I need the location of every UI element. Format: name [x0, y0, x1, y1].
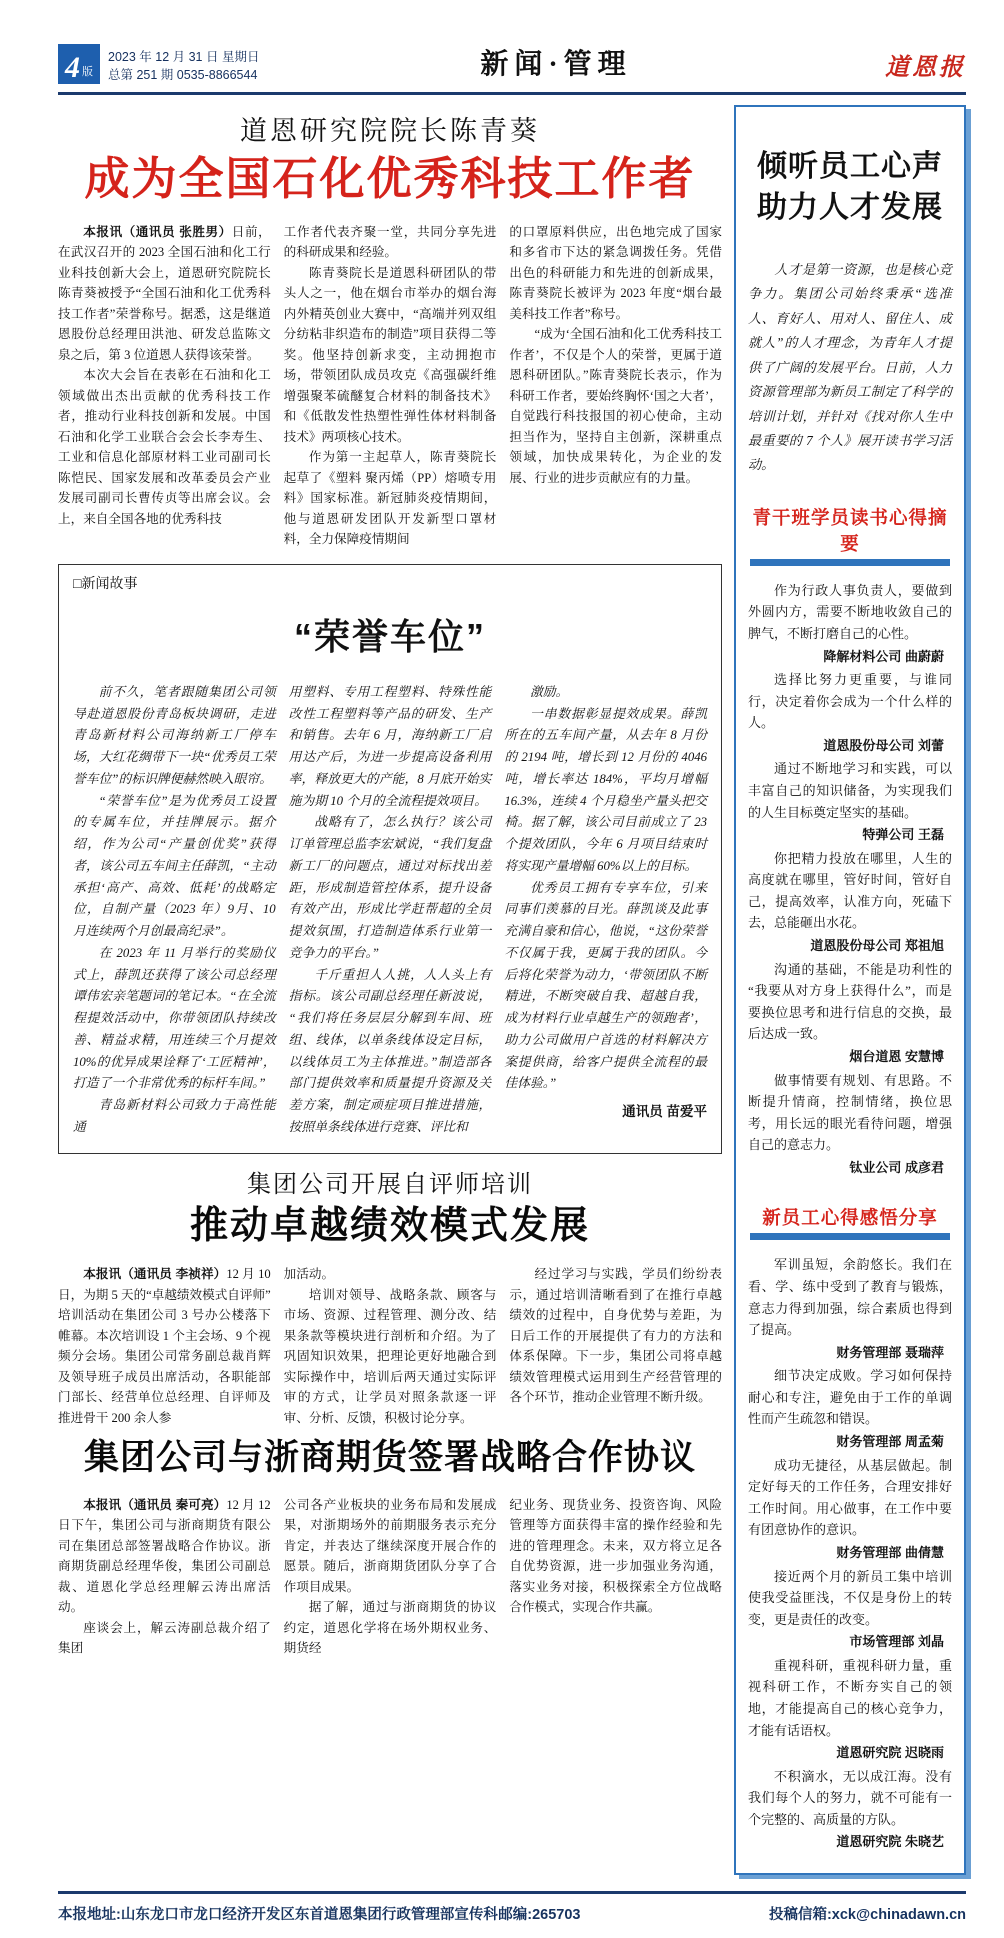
quote-attribution: 烟台道恩 安慧博 — [849, 1048, 944, 1064]
quote-entry — [748, 848, 952, 957]
paragraph: 前不久，笔者跟随集团公司领导赴道恩股份青岛板块调研，走进青岛新材料公司海纳新工厂停车场，大红花绸带下一块“优秀员工荣誉车位”的标识牌便赫然映入眼帘。 — [73, 684, 276, 786]
quote-entry — [748, 959, 952, 1068]
quote-entry — [748, 758, 952, 845]
paragraph: 经过学习与实践，学员们纷纷表示，通过培训清晰看到了在推行卓越绩效的过程中，自身优势与差距，为日后工作的开展提供了有力的方法和体系保障。下一步，集团公司将卓越绩效管理模式运用到生产经营管理的各个环节，推动企业管理不断升级。 — [509, 1267, 723, 1405]
paragraph: “成为‘全国石油和化工优秀科技工作者’，不仅是个人的荣誉，更属于道恩科研团队。”陈青葵院长表示，作为科研工作者，要始终胸怀‘国之大者’，自觉践行科技报国的初心使命，主动担当作为，坚持自主创新，深耕重点领域，加快成果转化，为企业的发展、行业的进步贡献应有的力量。 — [509, 327, 723, 485]
quote-entry — [748, 1655, 952, 1764]
quote-text: 做事情要有规划、有思路。不断提升情商，控制情绪，换位思考，用长远的眼光看待问题，增强自己的意志力。 — [748, 1072, 952, 1153]
article-agreement — [58, 1438, 722, 1658]
story-title: “荣誉车位” — [293, 615, 486, 657]
main-content — [58, 105, 722, 1659]
quote-entry — [748, 1766, 952, 1853]
paragraph: 据了解，通过与浙商期货的协议约定，道恩化学将在场外期权业务、期货经 — [283, 1600, 497, 1656]
paragraph: 战略有了，怎么执行？该公司订单管理总监李宏斌说，“我们复盘新工厂的问题点，通过对标找出差距，形成制造管控体系，提升设备有效产出，形成比学赶帮超的全员提效氛围，打造制造体系行业第一竞争力的平台。” — [288, 815, 492, 960]
article2-column-3 — [509, 1264, 722, 1428]
article3-column-3 — [509, 1495, 722, 1659]
quote-text: 成功无捷径，从基层做起。制定好每天的工作任务，合理安排好工作时间。用心做事，在工作中要有团意协作的意识。 — [748, 1457, 952, 1538]
quote-entry — [748, 669, 952, 756]
article1-column-3 — [509, 222, 722, 550]
article3-col1-paragraphs — [58, 1618, 271, 1659]
story-label: □新闻故事 — [73, 574, 138, 591]
paragraph: 公司各产业板块的业务布局和发展成果，对浙期场外的前期服务表示充分肯定，并表达了继续深度开展合作的愿景。随后，浙商期货团队分享了合作项目成果。 — [283, 1497, 497, 1594]
article3-headline: 集团公司与浙商期货签署战略合作协议 — [83, 1438, 696, 1478]
page-section-name: 新闻·管理 — [480, 49, 632, 80]
quote-attribution: 道恩研究院 迟晓雨 — [836, 1745, 944, 1761]
quote-entry — [748, 1566, 952, 1653]
quote-attribution: 财务管理部 周孟菊 — [836, 1434, 944, 1450]
paragraph: 千斤重担人人挑，人人头上有指标。该公司副总经理任新波说，“我们将任务层层分解到车间、班组、线体，以单条线体设定目标，以线体员工为主体推进。”制造部各部门提供效率和质量提升资源及关差方案，制定顽症项目推进措施，按照单条线体进行竞赛、评比和 — [288, 967, 492, 1134]
quote-entry — [748, 1070, 952, 1179]
quote-attribution: 道恩股份母公司 刘蕾 — [823, 737, 944, 753]
footer-postcode: 邮编:265703 — [498, 1907, 581, 1924]
article1-column-1 — [58, 222, 271, 550]
quote-attribution: 特弹公司 王磊 — [862, 827, 944, 843]
story-column-3 — [504, 682, 707, 1139]
date-issue-block — [108, 48, 259, 84]
quote-text: 沟通的基础，不能是功利性的“我要从对方身上获得什么”，而是要换位思考和进行信息的交换，最后达成一致。 — [748, 961, 952, 1042]
article1-lead-rest: 日前，在武汉召开的 2023 全国石油和化工行业科技创新大会上，道恩研究院院长陈青葵被授予“全国石油和化工优秀科技工作者”荣誉称号。据悉，这是继道恩股份总经理田洪池、研发总监陈文泉之后，第 3 位道恩人获得该荣誉。 — [58, 224, 271, 362]
paragraph: 陈青葵院长是道恩科研团队的带头人之一，他在烟台市举办的烟台海内外精英创业大赛中，“高端并列双组分纺粘非织造布的制造”项目获得二等奖。他坚持创新求变，主动拥抱市场，带领团队成员攻克《高强碳纤维增强聚苯硫醚复合材料的制备技术》和《低散发性热塑性弹性体材料制备技术》两项核心技术。 — [283, 265, 497, 444]
quote-attribution: 财务管理部 曲倩慧 — [836, 1544, 944, 1560]
footer-address: 本报地址:山东龙口市龙口经济开发区东首道恩集团行政管理部宣传科 — [58, 1907, 498, 1924]
paragraph: 工作者代表齐聚一堂，共同分享先进的科研成果和经验。 — [283, 224, 497, 260]
quote-text: 细节决定成败。学习如何保持耐心和专注，避免由于工作的单调性而产生疏忽和错误。 — [748, 1368, 952, 1427]
paragraph: 用塑料、专用工程塑料、特殊性能改性工程塑料等产品的研发、生产和销售。去年 6 月，海纳新工厂启用达产后，为进一步提高设备利用率，释放更大的产能，8 月底开始实施为期 10 个月的全流程提效项目。 — [288, 684, 492, 808]
article1-column-2 — [284, 222, 497, 550]
quote-text: 选择比努力更重要，与谁同行，决定着你会成为一个什么样的人。 — [748, 672, 952, 731]
quote-text: 军训虽短，余韵悠长。我们在看、学、练中受到了教育与锻炼，意志力得到加强，综合素质也得到了提高。 — [748, 1257, 952, 1338]
quote-text: 作为行政人事负责人，要做到外圆内方，需要不断地收敛自己的脾气，不断打磨自己的心性。 — [748, 582, 952, 641]
paragraph: 优秀员工拥有专享车位，引来同事们羡慕的目光。薛凯谈及此事充满自豪和信心，他说，“这份荣誉不仅属于我，更属于我的团队。今后将化荣誉为动力，‘带领团队不断精进，不断突破自我、超越自我，成为材料行业卓越生产的领跑者’，助力公司做用户首选的材料解决方案提供商，给客户提供全流程的最佳体验。” — [504, 880, 708, 1091]
quote-attribution: 降解材料公司 曲蔚蔚 — [823, 648, 944, 664]
paragraph: 激励。 — [529, 684, 569, 699]
quote-attribution: 道恩研究院 朱晓艺 — [836, 1834, 944, 1850]
quote-entry — [748, 1254, 952, 1363]
quote-text: 不积滴水，无以成江海。没有我们每个人的努力，就不可能有一个完整的、高质量的方队。 — [748, 1768, 952, 1827]
article3-lead-rest: 12 月 12 日下午，集团公司与浙商期货有限公司在集团总部签署战略合作协议。浙商期货副总经理华俊，集团公司副总裁、道恩化学总经理解云涛出席活动。 — [58, 1497, 271, 1615]
paragraph: 纪业务、现货业务、投资咨询、风险管理等方面获得丰富的操作经验和先进的管理理念。未来，双方将立足各自优势资源，进一步加强业务沟通，落实业务对接，积极探索全方位战略合作模式，实现合作共赢。 — [509, 1497, 723, 1615]
quote-text: 重视科研，重视科研力量，重视科研工作，不断夯实自己的领地，才能提高自己的核心竞争力，才能有话语权。 — [748, 1657, 952, 1738]
sidebar-intro — [748, 258, 952, 478]
article2-column-1 — [58, 1264, 271, 1428]
sidebar-section2-header: 新员工心得感悟分享 — [750, 1204, 950, 1240]
masthead-logo: 道恩报 — [885, 55, 966, 81]
quote-attribution: 道恩股份母公司 郑祖旭 — [810, 938, 944, 954]
quote-entry — [748, 1365, 952, 1452]
article-top-award — [58, 109, 722, 550]
edition-block — [58, 44, 326, 84]
sidebar-section2-entries — [748, 1254, 952, 1853]
header-rule — [58, 92, 966, 95]
article-training — [58, 1164, 722, 1429]
story-column-1 — [73, 682, 276, 1139]
story-byline: 通讯员 苗爱平 — [622, 1104, 708, 1119]
paragraph: “荣誉车位”是为优秀员工设置的专属车位，并挂牌展示。据介绍，作为公司“产量创优奖”获得者，该公司五车间主任薛凯，“主动承担‘高产、高效、低耗’的战略定位，自制产量（2023 年）9月、10 月连续两个月创最高纪录”。 — [73, 793, 276, 938]
paragraph: 青岛新材料公司致力于高性能通 — [73, 1098, 276, 1134]
sidebar-voices — [734, 105, 966, 1875]
quote-attribution: 钛业公司 成彦君 — [849, 1159, 944, 1175]
article3-lead-in: 本报讯（通讯员 秦可亮） — [83, 1497, 227, 1512]
article1-kicker: 道恩研究院院长陈青葵 — [240, 116, 540, 146]
story-col3-paragraphs — [504, 682, 707, 1095]
article3-column-1 — [58, 1495, 271, 1659]
article2-column-2 — [284, 1264, 497, 1428]
quote-entry — [748, 580, 952, 667]
article1-headline: 成为全国石化优秀科技工作者 — [84, 153, 696, 204]
article1-col1-paragraphs — [58, 365, 271, 529]
quote-text: 你把精力投放在哪里，人生的高度就在哪里，管好时间，管好自己，提高效率，认准方向，死磕下去，总能砸出水花。 — [748, 850, 952, 931]
article2-lead-paragraph — [58, 1264, 271, 1428]
page-footer — [58, 1894, 966, 1924]
article3-column-2 — [284, 1495, 497, 1659]
article2-lead-in: 本报讯（通讯员 李祯祥） — [83, 1267, 227, 1282]
edition-number: 4 — [65, 50, 80, 84]
paragraph: 在 2023 年 11 月举行的奖励仪式上，薛凯还获得了该公司总经理谭伟宏亲笔题词的笔记本。“在全流程提效活动中，你带领团队持续改善、精益求精，用连续三个月提效 10%的优异成果诠释了‘工匠精神’，打造了一个非常优秀的标杆车间。” — [73, 945, 276, 1091]
article1-lead-paragraph — [58, 222, 271, 366]
edition-number-box — [58, 44, 100, 84]
quote-attribution: 财务管理部 聂瑞萍 — [836, 1344, 944, 1360]
article2-lead-rest: 12 月 10 日，为期 5 天的“卓越绩效模式自评师”培训活动在集团公司 3 号办公楼落下帷幕。本次培训设 1 个主会场、9 个视频分会场。集团公司常务副总裁肖辉及领导班子成员出席活动，各职能部门部长、经营单位总经理、自评师及推进骨干 200 余人参 — [58, 1267, 271, 1425]
paragraph: 座谈会上，解云涛副总裁介绍了集团 — [58, 1620, 271, 1656]
date-line: 2023 年 12 月 31 日 星期日 — [108, 49, 260, 64]
paragraph: 的口罩原料供应，出色地完成了国家和多省市下达的紧急调拨任务。凭借出色的科研能力和先进的创新成果，陈青葵院长被评为 2023 年度“烟台最美科技工作者”称号。 — [509, 224, 723, 321]
story-column-2 — [289, 682, 492, 1139]
article1-lead-in: 本报讯（通讯员 张胜男） — [83, 224, 232, 239]
sidebar-title-line2: 助力人才发展 — [757, 190, 943, 224]
article3-lead-paragraph — [58, 1495, 271, 1618]
quote-text: 接近两个月的新员工集中培训使我受益匪浅，不仅是身份上的转变，更是责任的改变。 — [748, 1568, 952, 1627]
sidebar-title — [748, 147, 952, 228]
paragraph: 培训对领导、战略条款、顾客与市场、资源、过程管理、测分改、结果条款等模块进行剖析和介绍。为了巩固知识效果，把理论更好地融合到实际操作中，培训后两天通过实际评审的方式，让学员对照条款逐一评审、分析、反馈，积极讨论分享。 — [283, 1287, 497, 1425]
paragraph: 本次大会旨在表彰在石油和化工领域做出杰出贡献的优秀科技工作者，推动行业科技创新和发展。中国石油和化学工业联合会会长李寿生、工业和信息化部原材料工业司副司长陈恺民、国家发展和改革委员会产业发展司副司长曹传贞等出席会议。会上，来自全国各地的优秀科技 — [58, 368, 271, 526]
footer-email: 投稿信箱:xck@chinadawn.cn — [768, 1907, 967, 1924]
paragraph: 作为第一主起草人，陈青葵院长起草了《塑料 聚丙烯（PP）熔喷专用料》国家标准。新冠肺炎疫情期间，他与道恩研发团队开发新型口罩材料，全力保障疫情期间 — [283, 450, 497, 547]
sidebar-intro-text: 人才是第一资源，也是核心竞争力。集团公司始终秉承“选准人、育好人、用对人、留住人、成就人”的人才理念，为青年人才提供了广阔的发展平台。日前，人力资源管理部为新员工制定了科学的培训计划，并针对《找对你人生中最重要的 7 个人》展开读书学习活动。 — [748, 262, 952, 473]
sidebar-section1-header: 青干班学员读书心得摘要 — [750, 504, 950, 566]
edition-label: 版 — [82, 66, 93, 78]
quote-attribution: 市场管理部 刘晶 — [849, 1634, 944, 1650]
page-header — [58, 42, 966, 92]
sidebar-section1-entries — [748, 580, 952, 1179]
article2-headline: 推动卓越绩效模式发展 — [189, 1204, 590, 1247]
news-story-box — [58, 564, 722, 1154]
issue-line: 总第 251 期 0535-8866544 — [108, 67, 258, 82]
sidebar-title-line1: 倾听员工心声 — [757, 150, 943, 183]
paragraph: 加活动。 — [283, 1267, 335, 1282]
quote-entry — [748, 1455, 952, 1564]
article2-kicker: 集团公司开展自评师培训 — [247, 1171, 533, 1198]
quote-text: 通过不断地学习和实践，可以丰富自己的知识储备，为实现我们的人生目标奠定坚实的基础。 — [748, 761, 952, 820]
paragraph: 一串数据彰显提效成果。薛凯所在的五车间产量，从去年 8 月份的 2194 吨，增长到 12 月份的 4046 吨，增长率达 184%，平均月增幅 16.3%，连续 4 个月稳坐产量头把交椅。据了解，该公司目前成立了 23 个提效团队，今年 6 月项目结束时将实现产量增幅 60%以上的目标。 — [504, 706, 708, 873]
